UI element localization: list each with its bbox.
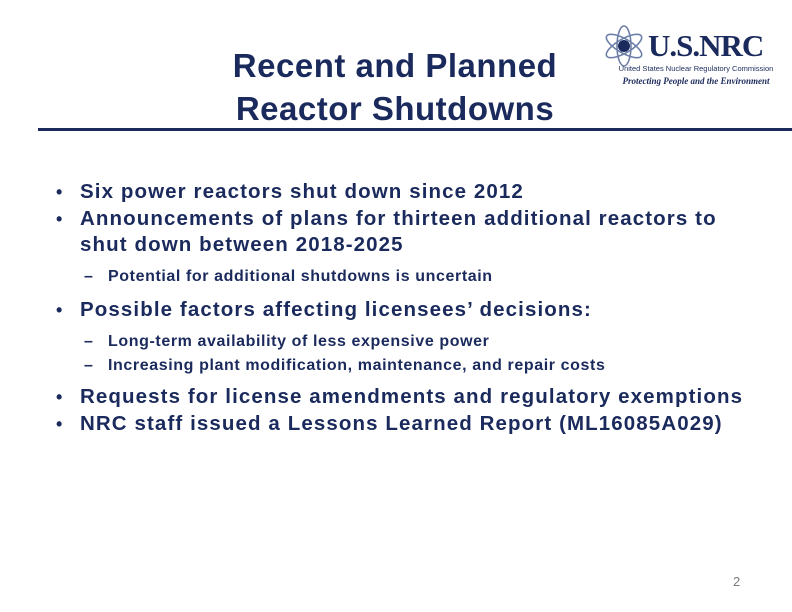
sub-bullet-item: [48, 354, 768, 378]
logo-subtitle: United States Nuclear Regulatory Commission: [618, 64, 774, 73]
sub-bullet-item: [48, 330, 768, 354]
sub-bullet-item: [48, 265, 768, 289]
title-rule: [38, 128, 792, 131]
bullet-glyph: •: [56, 182, 64, 202]
sub-bullet-glyph: –: [84, 357, 94, 374]
bullet-text: Announcements of plans for thirteen additional reactors to shut down between 2018-2025: [80, 207, 717, 256]
bullet-text: Possible factors affecting licensees’ decisions:: [80, 298, 592, 321]
bullet-item: [48, 206, 768, 258]
sub-bullet-text: Increasing plant modification, maintenance, and repair costs: [108, 357, 606, 374]
title-line-1: Recent and Planned: [232, 47, 558, 84]
nrc-logo: [598, 22, 778, 90]
atom-icon: [602, 24, 646, 68]
page-number: 2: [733, 574, 741, 589]
sub-bullet-glyph: –: [84, 333, 94, 350]
bullet-glyph: •: [56, 209, 64, 229]
bullet-text: NRC staff issued a Lessons Learned Report (ML16085A029): [80, 412, 723, 435]
bullet-item: [48, 179, 768, 205]
bullet-glyph: •: [56, 300, 64, 320]
bullet-text: Six power reactors shut down since 2012: [80, 180, 524, 203]
bullet-item: [48, 384, 768, 410]
sub-bullet-glyph: –: [84, 268, 94, 285]
bullet-glyph: •: [56, 387, 64, 407]
logo-tagline: Protecting People and the Environment: [622, 76, 770, 86]
title-line-2: Reactor Shutdowns: [235, 90, 555, 127]
bullet-item: [48, 297, 768, 323]
sub-bullet-text: Long-term availability of less expensive power: [108, 333, 490, 350]
slide-title: [160, 44, 630, 130]
bullet-list: [48, 179, 768, 438]
logo-name: U.S.NRC: [648, 28, 764, 63]
bullet-item: [48, 411, 768, 437]
bullet-glyph: •: [56, 414, 64, 434]
sub-bullet-text: Potential for additional shutdowns is uncertain: [108, 268, 493, 285]
bullet-text: Requests for license amendments and regulatory exemptions: [80, 385, 744, 408]
